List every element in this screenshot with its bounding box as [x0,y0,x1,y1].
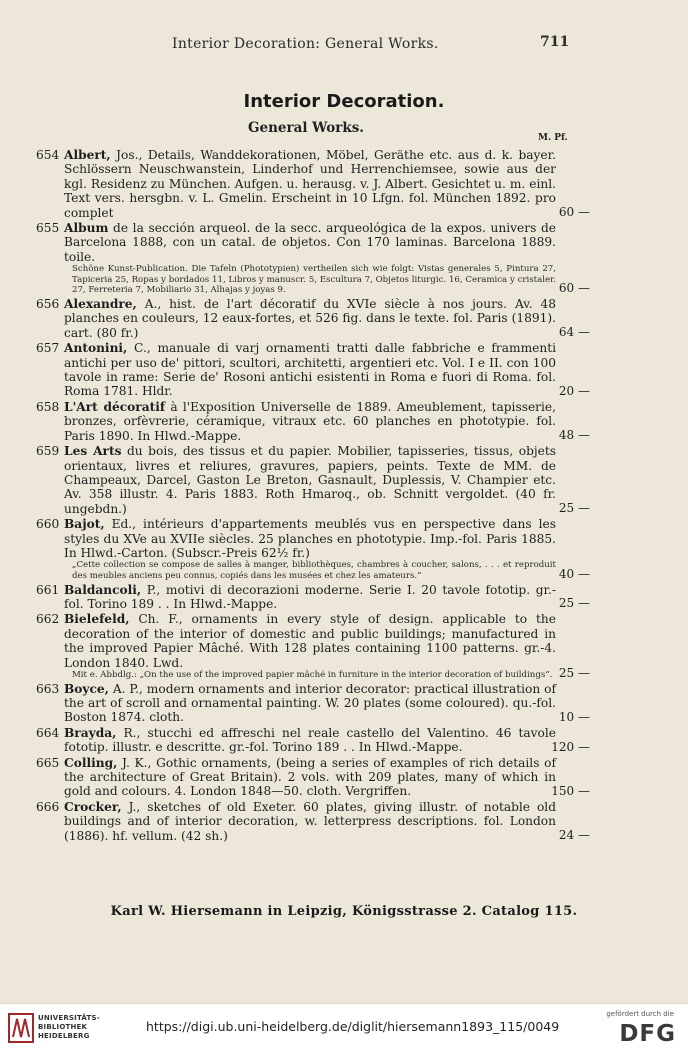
entry-description: C., manuale di varj ornamenti tratti dalle fabbriche e frammenti antichi per uso de' pittori, scultori, architetti, argentieri etc. Vol. I e II. con 100 tavole in rame: Serie de' Rosoni antichi esistenti in Roma e fuori di Roma. fol. Roma 1781. Hldr. [64,341,556,399]
entry-text [64,726,556,755]
entry-description: P., motivi di decorazioni moderne. Serie I. 20 tavole fototip. gr.-fol. Torino 189 . . In Hlwd.-Mappe. [64,582,556,611]
catalog-entry [36,612,590,680]
entry-text [64,400,556,443]
entry-text [64,221,556,264]
entry-text [64,612,556,670]
running-head: Interior Decoration: General Works. [172,36,439,52]
entry-price: 25 — [558,665,590,680]
entry-author: L'Art décoratif [64,399,166,414]
catalog-footer: Karl W. Hiersemann in Leipzig, Königsstrasse 2. Catalog 115. [110,904,578,919]
funder-caption: gefördert durch die [606,1010,674,1018]
entry-text [64,800,556,843]
entry-number: 665 [36,755,60,770]
entry-author: Brayda, [64,725,117,740]
entry-description: Jos., Details, Wanddekorationen, Möbel, Geräthe etc. aus d. k. bayer. Schlössern Neuschwanstein, Linderhof und Herrenchiemsee, sowie aus der kgl. Residenz zu München. Aufgen. u. herausg. v. J. Albert. Gesichtet u. m. einl. Text vers. hersgbn. v. L. Gmelin. Erscheint in 10 Lfgn. fol. München 1892. pro complet [64,148,556,220]
entry-author: Colling, [64,755,118,770]
catalog-entry [36,148,590,220]
entry-price: 48 — [558,428,590,443]
entry-price: 120 — [551,739,590,754]
entry-author: Alexandre, [64,297,137,312]
entry-number: 660 [36,517,60,532]
entry-author: Albert, [64,148,111,162]
catalog-entry [36,582,590,612]
entry-price: 25 — [558,596,590,611]
entry-number: 662 [36,612,60,627]
entry-description: J., sketches of old Exeter. 60 plates, giving illustr. of notable old buildings and of interior decoration, w. letterpress descriptions. fol. London (1886). hf. vellum. (42 sh.) [64,799,556,843]
entry-text [64,297,556,340]
institution-line-2: BIBLIOTHEK [38,1023,88,1031]
entry-number: 658 [36,399,60,414]
catalog-entry [36,297,590,340]
price-column-header: M. Pf. [538,133,568,143]
entry-author: Album [64,221,109,236]
entry-number: 664 [36,725,60,740]
catalog-entry [36,444,590,516]
entry-description: de la sección arqueol. de la secc. arqueológica de la expos. univers de Barcelona 1888, con un catal. de objetos. Con 170 laminas. Barcelona 1889. toile. [64,221,556,264]
entry-price: 150 — [551,783,590,798]
entry-note: Mit e. Abbdlg.: „On the use of the improved papier mâché in furniture in the interior decoration of buildings“. [72,669,553,680]
page-number: 711 [540,34,570,50]
entry-price: 60 — [558,281,590,296]
entry-author: Boyce, [64,681,109,696]
entry-description: à l'Exposition Universelle de 1889. Ameublement, tapisserie, bronzes, orfèvrerie, céramique, vitraux etc. 60 planches en phototypie. fol. Paris 1890. In Hlwd.-Mappe. [64,399,556,443]
entry-text [64,583,556,612]
catalog-entry [36,399,590,443]
entry-author: Crocker, [64,799,122,814]
entry-number: 655 [36,221,60,236]
entry-description: A., hist. de l'art décoratif du XVIe siècle à nos jours. Av. 48 planches en couleurs, 12 eaux-fortes, et 526 fig. dans le texte. fol. Paris (1891). cart. (80 fr.) [64,297,556,340]
entry-author: Antonini, [64,341,128,356]
entry-text [64,682,556,725]
entry-number: 661 [36,582,60,597]
entry-price: 10 — [558,709,590,724]
entry-description: Ch. F., ornaments in every style of design. applicable to the decoration of the interior of domestic and public buildings; manufactured in the improved Papier Mâché. With 128 plates containing 1100 patterns. gr.-4. London 1840. Lwd. [64,612,556,670]
entry-price: 25 — [558,501,590,516]
catalog-entry [36,725,590,755]
entry-text [64,444,556,516]
entry-author: Baldancoli, [64,582,142,597]
university-library-logo-icon[interactable] [8,1013,34,1043]
entry-number: 657 [36,341,60,356]
entry-description: A. P., modern ornaments and interior decorator: practical illustration of the art of scroll and ornamental painting. W. 20 plates (some coloured). qu.-fol. Boston 1874. cloth. [64,681,556,725]
institution-line-1: UNIVERSITÄTS- [38,1014,100,1022]
entry-text [64,517,556,560]
entry-description: J. K., Gothic ornaments, (being a series of examples of rich details of the architecture of Great Britain). 2 vols. with 209 plates, many of which in gold and colours. 4. London 1848—50. cloth. Vergriffen. [64,755,556,799]
subsection-title: General Works. [247,120,365,136]
catalog-entry [36,341,590,399]
institution-line-3: HEIDELBERG [38,1032,90,1040]
entry-price: 20 — [558,383,590,398]
entry-note: „Cette collection se compose de salles à manger, bibliothèques, chambres à coucher, salons, . . . et reproduit des meubles anciens peu connus, copiés dans les musées et chez les amateurs.“ [72,560,556,581]
catalog-entry [36,221,590,296]
entry-text [64,756,556,799]
page-url-link[interactable]: https://digi.ub.uni-heidelberg.de/diglit/hiersemann1893_115/0049 [146,1019,560,1034]
entry-number: 656 [36,297,60,312]
entry-description: R., stucchi ed affreschi nel reale castello del Valentino. 46 tavole fototip. illustr. e descritte. gr.-fol. Torino 189 . . In Hlwd.-Mappe. [64,725,556,755]
university-library-name[interactable] [38,1014,100,1041]
entry-price: 40 — [558,566,590,581]
catalog-entry [36,799,590,843]
entry-text [64,148,556,220]
entry-number: 654 [36,148,60,162]
section-title: Interior Decoration. [243,91,445,112]
entry-author: Bajot, [64,517,105,532]
entry-price: 64 — [558,325,590,340]
catalog-entries [36,148,590,844]
entry-author: Les Arts [64,444,122,459]
entry-description: du bois, des tissus et du papier. Mobilier, tapisseries, tissus, objets orientaux, livres et reliures, gravures, papiers, peints. Texte de MM. de Champeaux, Darcel, Gaston Le Breton, Gasnault, Duplessis, V. Champier etc. Av. 358 illustr. 4. Paris 1883. Roth Hmaroq., ob. Schnitt vergoldet. (40 fr. ungebdn.) [64,444,557,516]
entry-price: 60 — [558,205,590,220]
entry-number: 666 [36,799,60,814]
entry-number: 663 [36,681,60,696]
entry-text [64,341,556,399]
entry-author: Bielefeld, [64,612,130,627]
dfg-logo[interactable]: DFG [619,1021,676,1047]
entry-number: 659 [36,444,60,459]
catalog-entry [36,755,590,799]
entry-price: 24 — [558,828,590,843]
entry-description: Ed., intérieurs d'appartements meublés vus en perspective dans les styles du XVe au XVIIe siècles. 25 planches en phototypie. Imp.-fol. Paris 1885. In Hlwd.-Carton. (Subscr.-Preis 62½ fr.) [64,517,556,560]
viewer-bar [0,1003,688,1052]
entry-note: Schöne Kunst-Publication. Die Tafeln (Phototypien) vertheilen sich wie folgt: Vistas generales 5, Pintura 27, Tapiceria 25, Ropas y bordados 11, Libros y manuscr. 5, Escultura 7, Objetos liturgic. 16, Ceramica y cristaler. 27, Ferreteria 7, Mobiliario 31, Alhajas y joyas 9. [72,264,556,296]
catalog-entry [36,681,590,725]
catalog-entry [36,517,590,581]
